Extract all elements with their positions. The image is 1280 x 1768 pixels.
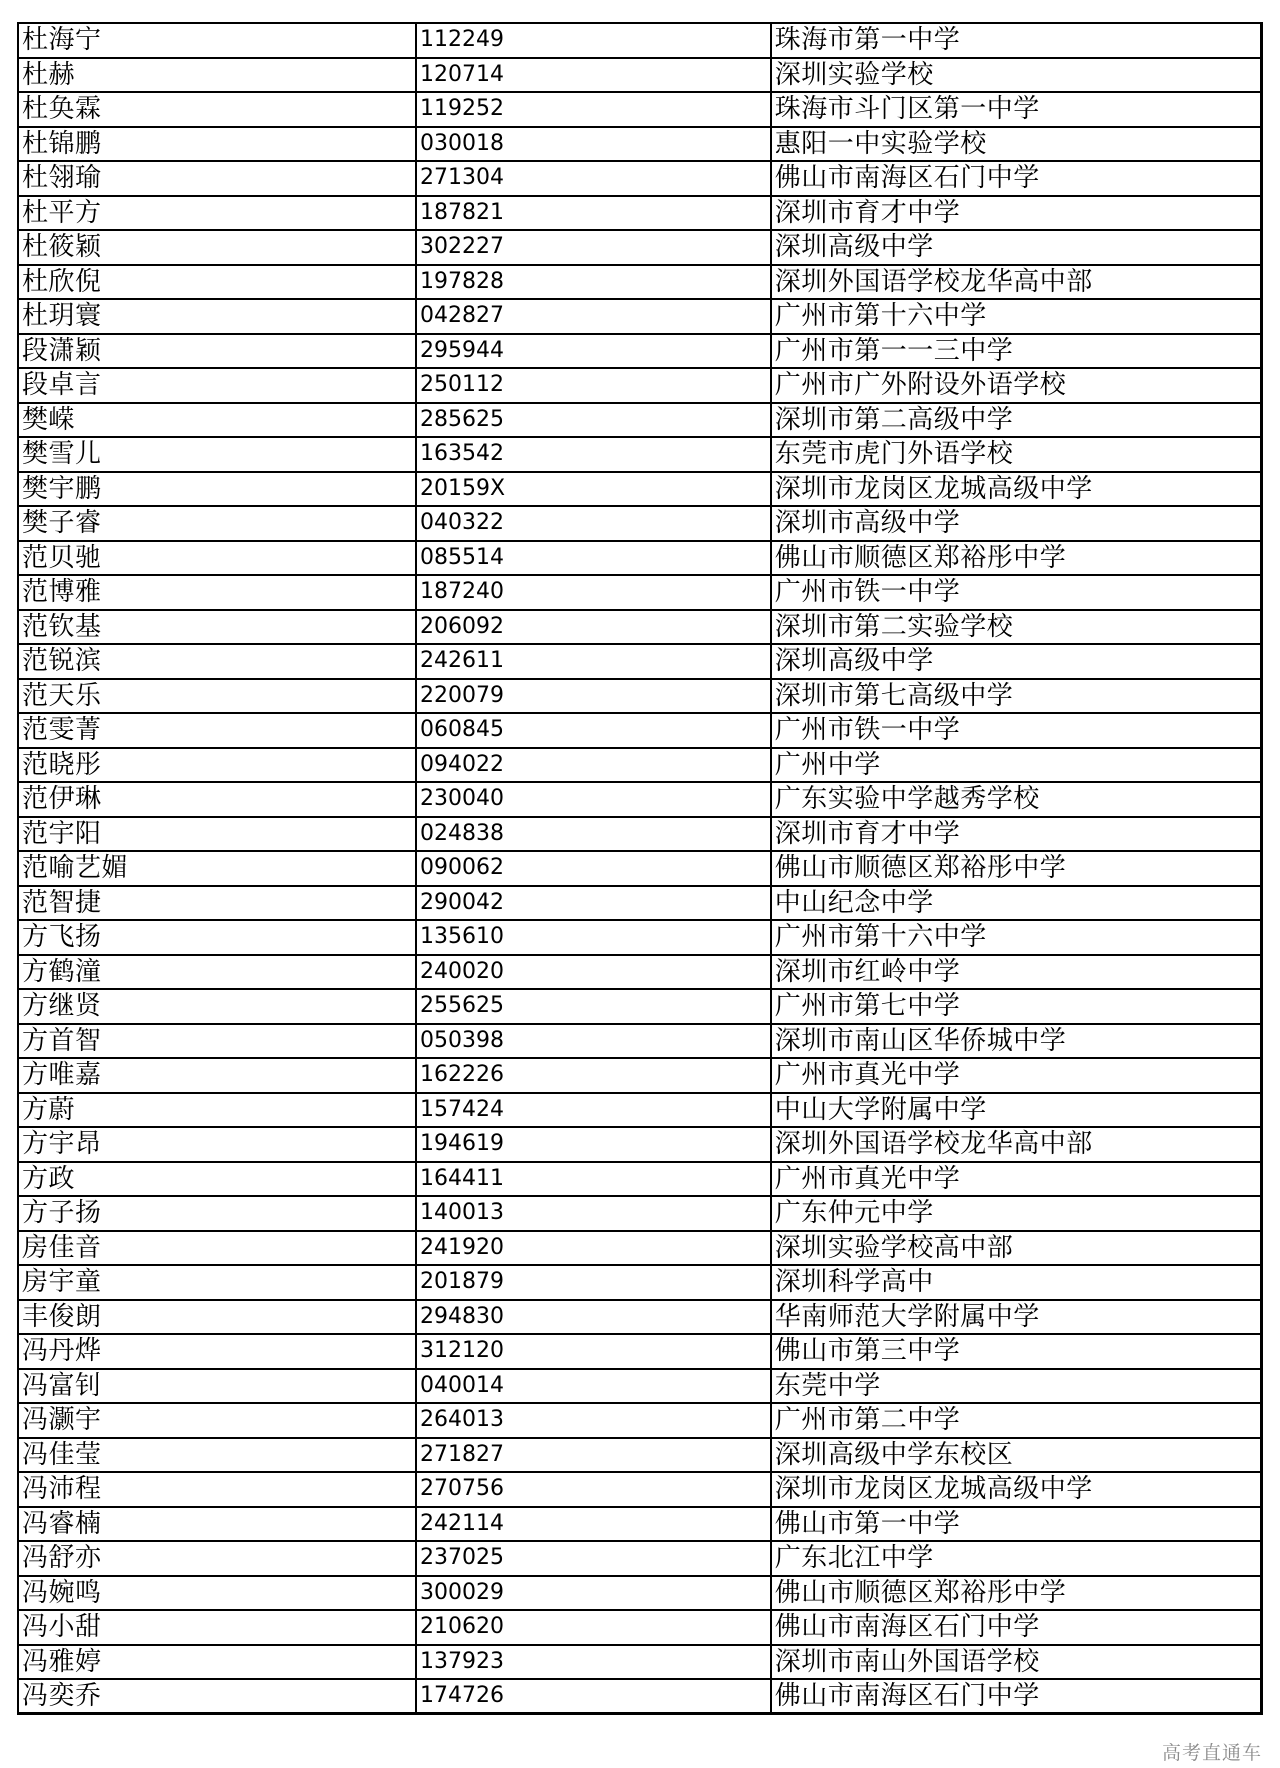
school-name-cell: 中山纪念中学	[771, 886, 1262, 921]
school-name-cell: 佛山市南海区石门中学	[771, 1610, 1262, 1645]
school-name-cell: 深圳实验学校	[771, 58, 1262, 93]
school-name-cell: 广州中学	[771, 748, 1262, 783]
table-row	[18, 1645, 1262, 1680]
student-name-cell: 杜海宁	[18, 23, 416, 58]
student-id-cell: 240020	[416, 955, 771, 990]
student-name-cell: 范伊琳	[18, 782, 416, 817]
student-id-cell: 312120	[416, 1334, 771, 1369]
school-name-cell: 深圳市红岭中学	[771, 955, 1262, 990]
table-row	[18, 541, 1262, 576]
table-row	[18, 1610, 1262, 1645]
student-id-cell: 242611	[416, 644, 771, 679]
student-name-cell: 杜平方	[18, 196, 416, 231]
student-name-cell: 段卓言	[18, 368, 416, 403]
student-id-cell: 295944	[416, 334, 771, 369]
student-name-cell: 范喻艺媚	[18, 851, 416, 886]
student-name-cell: 樊子睿	[18, 506, 416, 541]
table-row	[18, 1093, 1262, 1128]
school-name-cell: 深圳市龙岗区龙城高级中学	[771, 472, 1262, 507]
school-name-cell: 广州市第一一三中学	[771, 334, 1262, 369]
student-id-cell: 164411	[416, 1162, 771, 1197]
student-id-cell: 285625	[416, 403, 771, 438]
student-id-cell: 194619	[416, 1127, 771, 1162]
student-id-cell: 162226	[416, 1058, 771, 1093]
student-name-cell: 樊宇鹏	[18, 472, 416, 507]
student-id-cell: 060845	[416, 713, 771, 748]
student-name-cell: 范智捷	[18, 886, 416, 921]
student-id-cell: 137923	[416, 1645, 771, 1680]
student-id-cell: 187240	[416, 575, 771, 610]
student-id-cell: 040014	[416, 1369, 771, 1404]
school-name-cell: 广东北江中学	[771, 1541, 1262, 1576]
school-name-cell: 深圳市育才中学	[771, 196, 1262, 231]
student-name-cell: 段潇颖	[18, 334, 416, 369]
student-name-cell: 范博雅	[18, 575, 416, 610]
student-name-cell: 杜筱颖	[18, 230, 416, 265]
table-row	[18, 1196, 1262, 1231]
school-name-cell: 佛山市第三中学	[771, 1334, 1262, 1369]
table-row	[18, 1231, 1262, 1266]
student-name-cell: 冯奕乔	[18, 1679, 416, 1714]
student-name-cell: 冯佳莹	[18, 1438, 416, 1473]
student-name-cell: 方蔚	[18, 1093, 416, 1128]
table-row	[18, 989, 1262, 1024]
table-row	[18, 1576, 1262, 1611]
student-name-cell: 杜欣倪	[18, 265, 416, 300]
table-row	[18, 782, 1262, 817]
table-row	[18, 1162, 1262, 1197]
student-id-cell: 040322	[416, 506, 771, 541]
table-row	[18, 506, 1262, 541]
table-row	[18, 1541, 1262, 1576]
student-id-cell: 090062	[416, 851, 771, 886]
school-name-cell: 广州市第十六中学	[771, 299, 1262, 334]
table-row	[18, 886, 1262, 921]
school-name-cell: 广州市第七中学	[771, 989, 1262, 1024]
student-name-cell: 冯小甜	[18, 1610, 416, 1645]
school-name-cell: 佛山市顺德区郑裕彤中学	[771, 851, 1262, 886]
student-name-cell: 杜赫	[18, 58, 416, 93]
table-row	[18, 575, 1262, 610]
school-name-cell: 佛山市南海区石门中学	[771, 161, 1262, 196]
student-id-cell: 242114	[416, 1507, 771, 1542]
school-name-cell: 深圳市高级中学	[771, 506, 1262, 541]
table-row	[18, 334, 1262, 369]
table-row	[18, 403, 1262, 438]
table-row	[18, 679, 1262, 714]
school-name-cell: 中山大学附属中学	[771, 1093, 1262, 1128]
student-name-cell: 方飞扬	[18, 920, 416, 955]
student-name-cell: 丰俊朗	[18, 1300, 416, 1335]
student-name-cell: 冯婉鸣	[18, 1576, 416, 1611]
student-id-cell: 174726	[416, 1679, 771, 1714]
student-id-cell: 290042	[416, 886, 771, 921]
student-name-cell: 杜奂霖	[18, 92, 416, 127]
student-name-cell: 冯富钊	[18, 1369, 416, 1404]
student-id-cell: 237025	[416, 1541, 771, 1576]
school-name-cell: 广州市第二中学	[771, 1403, 1262, 1438]
student-name-cell: 房佳音	[18, 1231, 416, 1266]
table-row	[18, 851, 1262, 886]
student-id-cell: 187821	[416, 196, 771, 231]
school-name-cell: 深圳高级中学东校区	[771, 1438, 1262, 1473]
table-row	[18, 610, 1262, 645]
table-row	[18, 920, 1262, 955]
student-name-cell: 樊雪儿	[18, 437, 416, 472]
school-name-cell: 广州市第十六中学	[771, 920, 1262, 955]
student-name-cell: 冯睿楠	[18, 1507, 416, 1542]
table-row	[18, 1403, 1262, 1438]
table-row	[18, 23, 1262, 58]
table-row	[18, 713, 1262, 748]
school-name-cell: 佛山市南海区石门中学	[771, 1679, 1262, 1714]
student-name-cell: 冯丹烨	[18, 1334, 416, 1369]
table-row	[18, 127, 1262, 162]
student-name-cell: 冯沛程	[18, 1472, 416, 1507]
student-name-cell: 范宇阳	[18, 817, 416, 852]
school-name-cell: 华南师范大学附属中学	[771, 1300, 1262, 1335]
student-id-cell: 157424	[416, 1093, 771, 1128]
student-name-cell: 方宇昂	[18, 1127, 416, 1162]
table-row	[18, 1300, 1262, 1335]
student-name-cell: 范锐滨	[18, 644, 416, 679]
student-id-cell: 220079	[416, 679, 771, 714]
school-name-cell: 深圳市南山区华侨城中学	[771, 1024, 1262, 1059]
student-id-cell: 201879	[416, 1265, 771, 1300]
student-name-cell: 樊嵘	[18, 403, 416, 438]
school-name-cell: 广州市广外附设外语学校	[771, 368, 1262, 403]
student-name-cell: 杜翎瑜	[18, 161, 416, 196]
school-name-cell: 深圳高级中学	[771, 230, 1262, 265]
school-name-cell: 深圳外国语学校龙华高中部	[771, 265, 1262, 300]
student-id-cell: 030018	[416, 127, 771, 162]
student-name-cell: 方子扬	[18, 1196, 416, 1231]
student-name-cell: 范钦基	[18, 610, 416, 645]
student-id-cell: 271304	[416, 161, 771, 196]
school-name-cell: 广州市真光中学	[771, 1162, 1262, 1197]
school-name-cell: 深圳市龙岗区龙城高级中学	[771, 1472, 1262, 1507]
student-name-cell: 方鹤潼	[18, 955, 416, 990]
table-row	[18, 368, 1262, 403]
table-row	[18, 437, 1262, 472]
student-name-cell: 方唯嘉	[18, 1058, 416, 1093]
student-id-cell: 135610	[416, 920, 771, 955]
student-name-cell: 方政	[18, 1162, 416, 1197]
school-name-cell: 深圳高级中学	[771, 644, 1262, 679]
student-name-cell: 范贝驰	[18, 541, 416, 576]
school-name-cell: 广州市铁一中学	[771, 713, 1262, 748]
student-id-cell: 206092	[416, 610, 771, 645]
student-id-cell: 119252	[416, 92, 771, 127]
student-name-cell: 冯雅婷	[18, 1645, 416, 1680]
table-row	[18, 299, 1262, 334]
table-row	[18, 1472, 1262, 1507]
student-id-cell: 094022	[416, 748, 771, 783]
student-id-cell: 210620	[416, 1610, 771, 1645]
school-name-cell: 深圳市第二高级中学	[771, 403, 1262, 438]
student-id-cell: 140013	[416, 1196, 771, 1231]
student-id-cell: 300029	[416, 1576, 771, 1611]
student-id-cell: 264013	[416, 1403, 771, 1438]
roster-body	[18, 23, 1262, 1714]
student-name-cell: 杜锦鹏	[18, 127, 416, 162]
table-row	[18, 1679, 1262, 1714]
student-id-cell: 112249	[416, 23, 771, 58]
table-row	[18, 1334, 1262, 1369]
school-name-cell: 广东实验中学越秀学校	[771, 782, 1262, 817]
table-row	[18, 92, 1262, 127]
school-name-cell: 深圳市南山外国语学校	[771, 1645, 1262, 1680]
school-name-cell: 深圳市第七高级中学	[771, 679, 1262, 714]
student-id-cell: 197828	[416, 265, 771, 300]
student-id-cell: 250112	[416, 368, 771, 403]
student-name-cell: 方首智	[18, 1024, 416, 1059]
student-name-cell: 房宇童	[18, 1265, 416, 1300]
table-row	[18, 1058, 1262, 1093]
student-id-cell: 050398	[416, 1024, 771, 1059]
table-row	[18, 1265, 1262, 1300]
watermark: 高考直通车	[1161, 1742, 1262, 1764]
school-name-cell: 深圳实验学校高中部	[771, 1231, 1262, 1266]
table-row	[18, 1127, 1262, 1162]
student-id-cell: 294830	[416, 1300, 771, 1335]
table-row	[18, 265, 1262, 300]
table-row	[18, 748, 1262, 783]
table-row	[18, 1369, 1262, 1404]
school-name-cell: 佛山市顺德区郑裕彤中学	[771, 541, 1262, 576]
table-row	[18, 1507, 1262, 1542]
table-row	[18, 955, 1262, 990]
student-id-cell: 255625	[416, 989, 771, 1024]
student-id-cell: 230040	[416, 782, 771, 817]
student-id-cell: 042827	[416, 299, 771, 334]
table-row	[18, 161, 1262, 196]
school-name-cell: 东莞市虎门外语学校	[771, 437, 1262, 472]
student-name-cell: 冯舒亦	[18, 1541, 416, 1576]
school-name-cell: 珠海市斗门区第一中学	[771, 92, 1262, 127]
table-row	[18, 1024, 1262, 1059]
school-name-cell: 广州市铁一中学	[771, 575, 1262, 610]
table-row	[18, 472, 1262, 507]
school-name-cell: 佛山市第一中学	[771, 1507, 1262, 1542]
table-row	[18, 230, 1262, 265]
student-id-cell: 302227	[416, 230, 771, 265]
school-name-cell: 深圳市育才中学	[771, 817, 1262, 852]
school-name-cell: 惠阳一中实验学校	[771, 127, 1262, 162]
school-name-cell: 深圳外国语学校龙华高中部	[771, 1127, 1262, 1162]
school-name-cell: 深圳市第二实验学校	[771, 610, 1262, 645]
school-name-cell: 佛山市顺德区郑裕彤中学	[771, 1576, 1262, 1611]
student-id-cell: 085514	[416, 541, 771, 576]
student-name-cell: 冯灏宇	[18, 1403, 416, 1438]
school-name-cell: 广东仲元中学	[771, 1196, 1262, 1231]
student-id-cell: 271827	[416, 1438, 771, 1473]
school-name-cell: 深圳科学高中	[771, 1265, 1262, 1300]
table-row	[18, 644, 1262, 679]
student-id-cell: 241920	[416, 1231, 771, 1266]
student-name-cell: 方继贤	[18, 989, 416, 1024]
table-row	[18, 58, 1262, 93]
table-row	[18, 196, 1262, 231]
student-id-cell: 270756	[416, 1472, 771, 1507]
student-name-cell: 范晓彤	[18, 748, 416, 783]
student-id-cell: 120714	[416, 58, 771, 93]
student-id-cell: 163542	[416, 437, 771, 472]
student-name-cell: 范天乐	[18, 679, 416, 714]
student-id-cell: 20159X	[416, 472, 771, 507]
table-row	[18, 1438, 1262, 1473]
school-name-cell: 东莞中学	[771, 1369, 1262, 1404]
school-name-cell: 珠海市第一中学	[771, 23, 1262, 58]
table-row	[18, 817, 1262, 852]
student-name-cell: 范雯菁	[18, 713, 416, 748]
school-name-cell: 广州市真光中学	[771, 1058, 1262, 1093]
student-roster-table	[17, 22, 1263, 1715]
student-id-cell: 024838	[416, 817, 771, 852]
student-name-cell: 杜玥寰	[18, 299, 416, 334]
